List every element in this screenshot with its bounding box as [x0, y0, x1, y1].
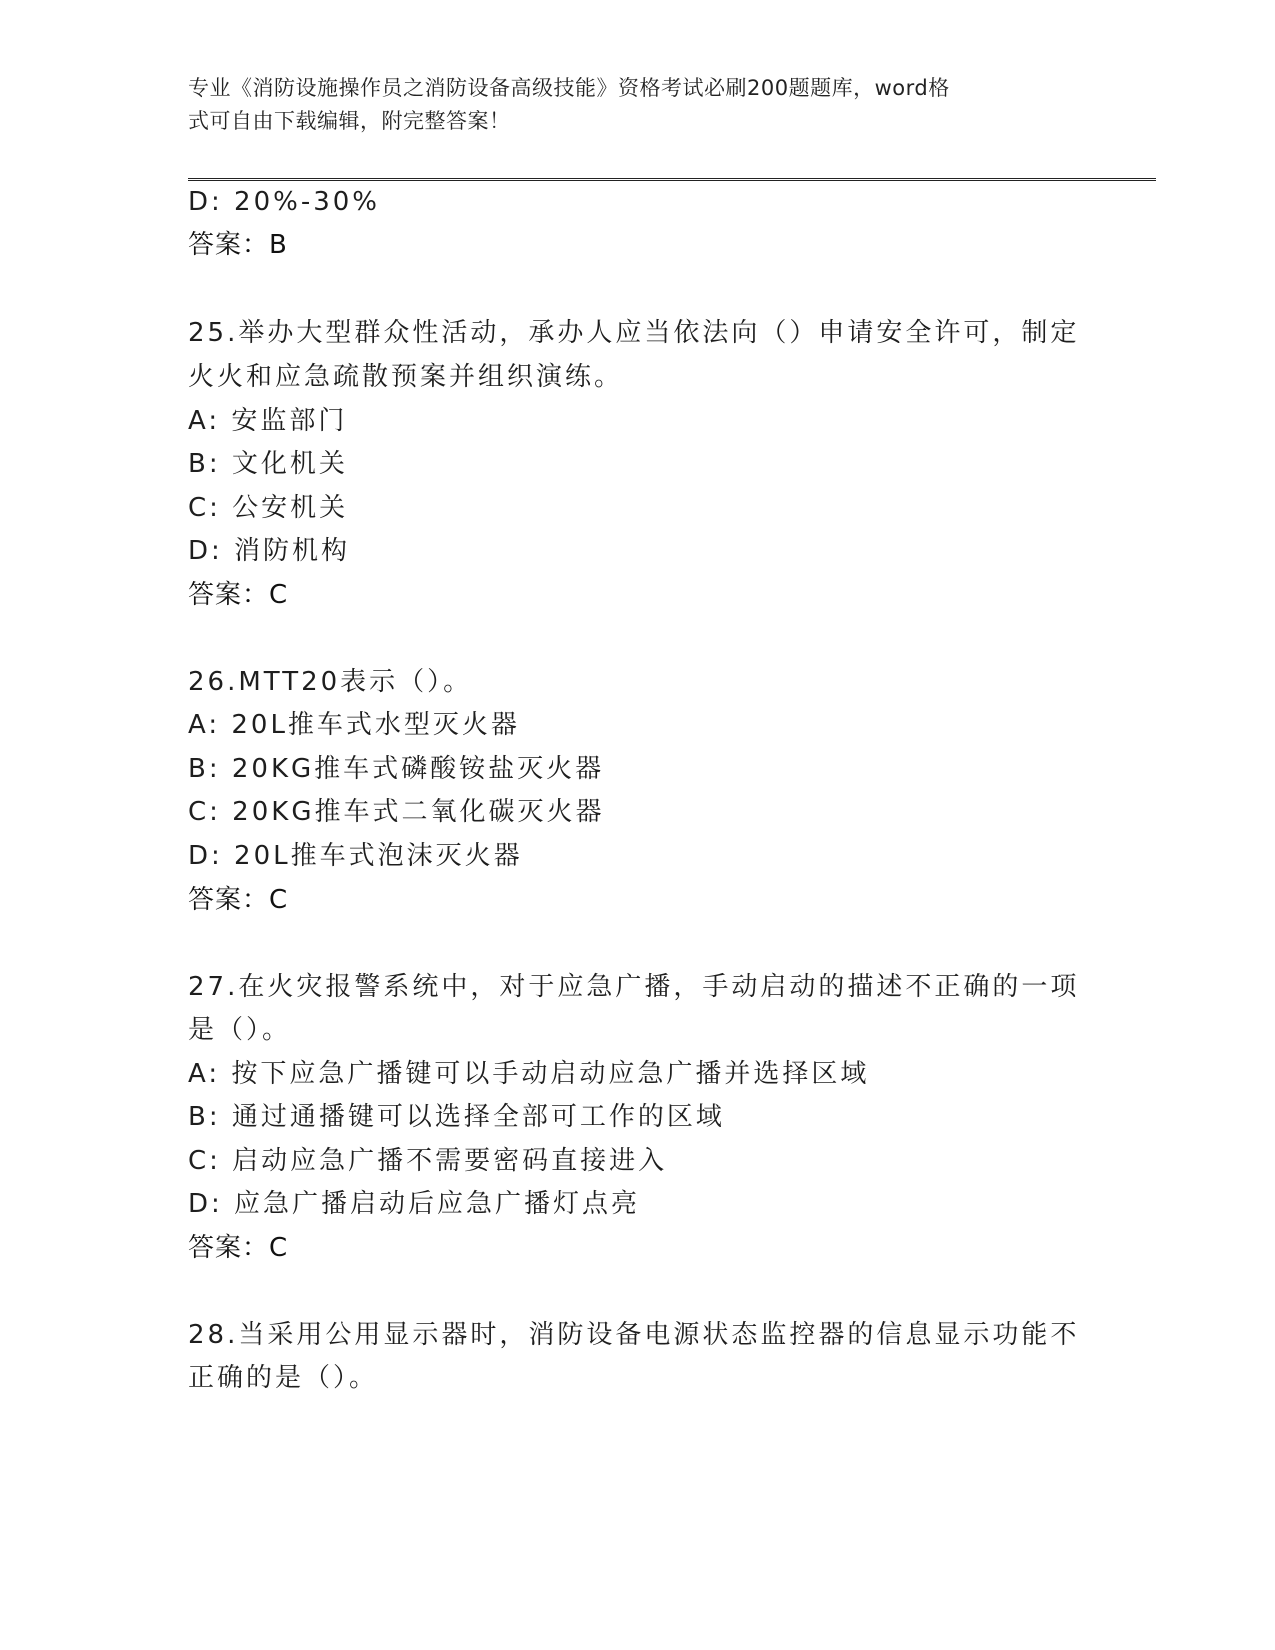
q25-option-a: A: 安监部门 — [188, 406, 348, 436]
q25-option-d: D: 消防机构 — [188, 536, 351, 566]
q27-option-b: B: 通过通播键可以选择全部可工作的区域 — [188, 1102, 725, 1132]
page-header — [188, 72, 1088, 138]
q28-stem-line-1: 28.当采用公用显示器时，消防设备电源状态监控器的信息显示功能不 — [188, 1320, 1080, 1350]
q27-answer: 答案：C — [188, 1233, 289, 1263]
q26-answer: 答案：C — [188, 885, 289, 915]
q27-option-d: D: 应急广播启动后应急广播灯点亮 — [188, 1189, 641, 1219]
q27-stem-line-2: 是（）。 — [188, 1015, 292, 1045]
prev-answer: 答案：B — [188, 230, 288, 260]
q25-stem-line-2: 火火和应急疏散预案并组织演练。 — [188, 362, 624, 392]
q27-option-a: A: 按下应急广播键可以手动启动应急广播并选择区域 — [188, 1059, 870, 1089]
header-divider — [188, 178, 1156, 181]
q27-option-c: C: 启动应急广播不需要密码直接进入 — [188, 1146, 668, 1176]
q26-option-c: C: 20KG推车式二氧化碳灭火器 — [188, 797, 605, 827]
q28-stem-line-2: 正确的是（）。 — [188, 1363, 379, 1393]
q25-option-c: C: 公安机关 — [188, 493, 349, 523]
prev-option-d: D: 20%-30% — [188, 187, 381, 217]
q26-option-b: B: 20KG推车式磷酸铵盐灭火器 — [188, 754, 605, 784]
header-line-2: 式可自由下载编辑，附完整答案！ — [188, 109, 511, 133]
header-line-1: 专业《消防设施操作员之消防设备高级技能》资格考试必刷200题题库，word格 — [188, 76, 950, 100]
q25-option-b: B: 文化机关 — [188, 449, 348, 479]
q26-option-a: A: 20L推车式水型灭火器 — [188, 710, 520, 740]
q27-stem-line-1: 27.在火灾报警系统中，对于应急广播，手动启动的描述不正确的一项 — [188, 972, 1080, 1002]
q25-stem-line-1: 25.举办大型群众性活动，承办人应当依法向（）申请安全许可，制定 — [188, 318, 1080, 348]
q25-answer: 答案：C — [188, 580, 289, 610]
q26-option-d: D: 20L推车式泡沫灭火器 — [188, 841, 523, 871]
q26-stem-line-1: 26.MTT20表示（）。 — [188, 667, 473, 697]
